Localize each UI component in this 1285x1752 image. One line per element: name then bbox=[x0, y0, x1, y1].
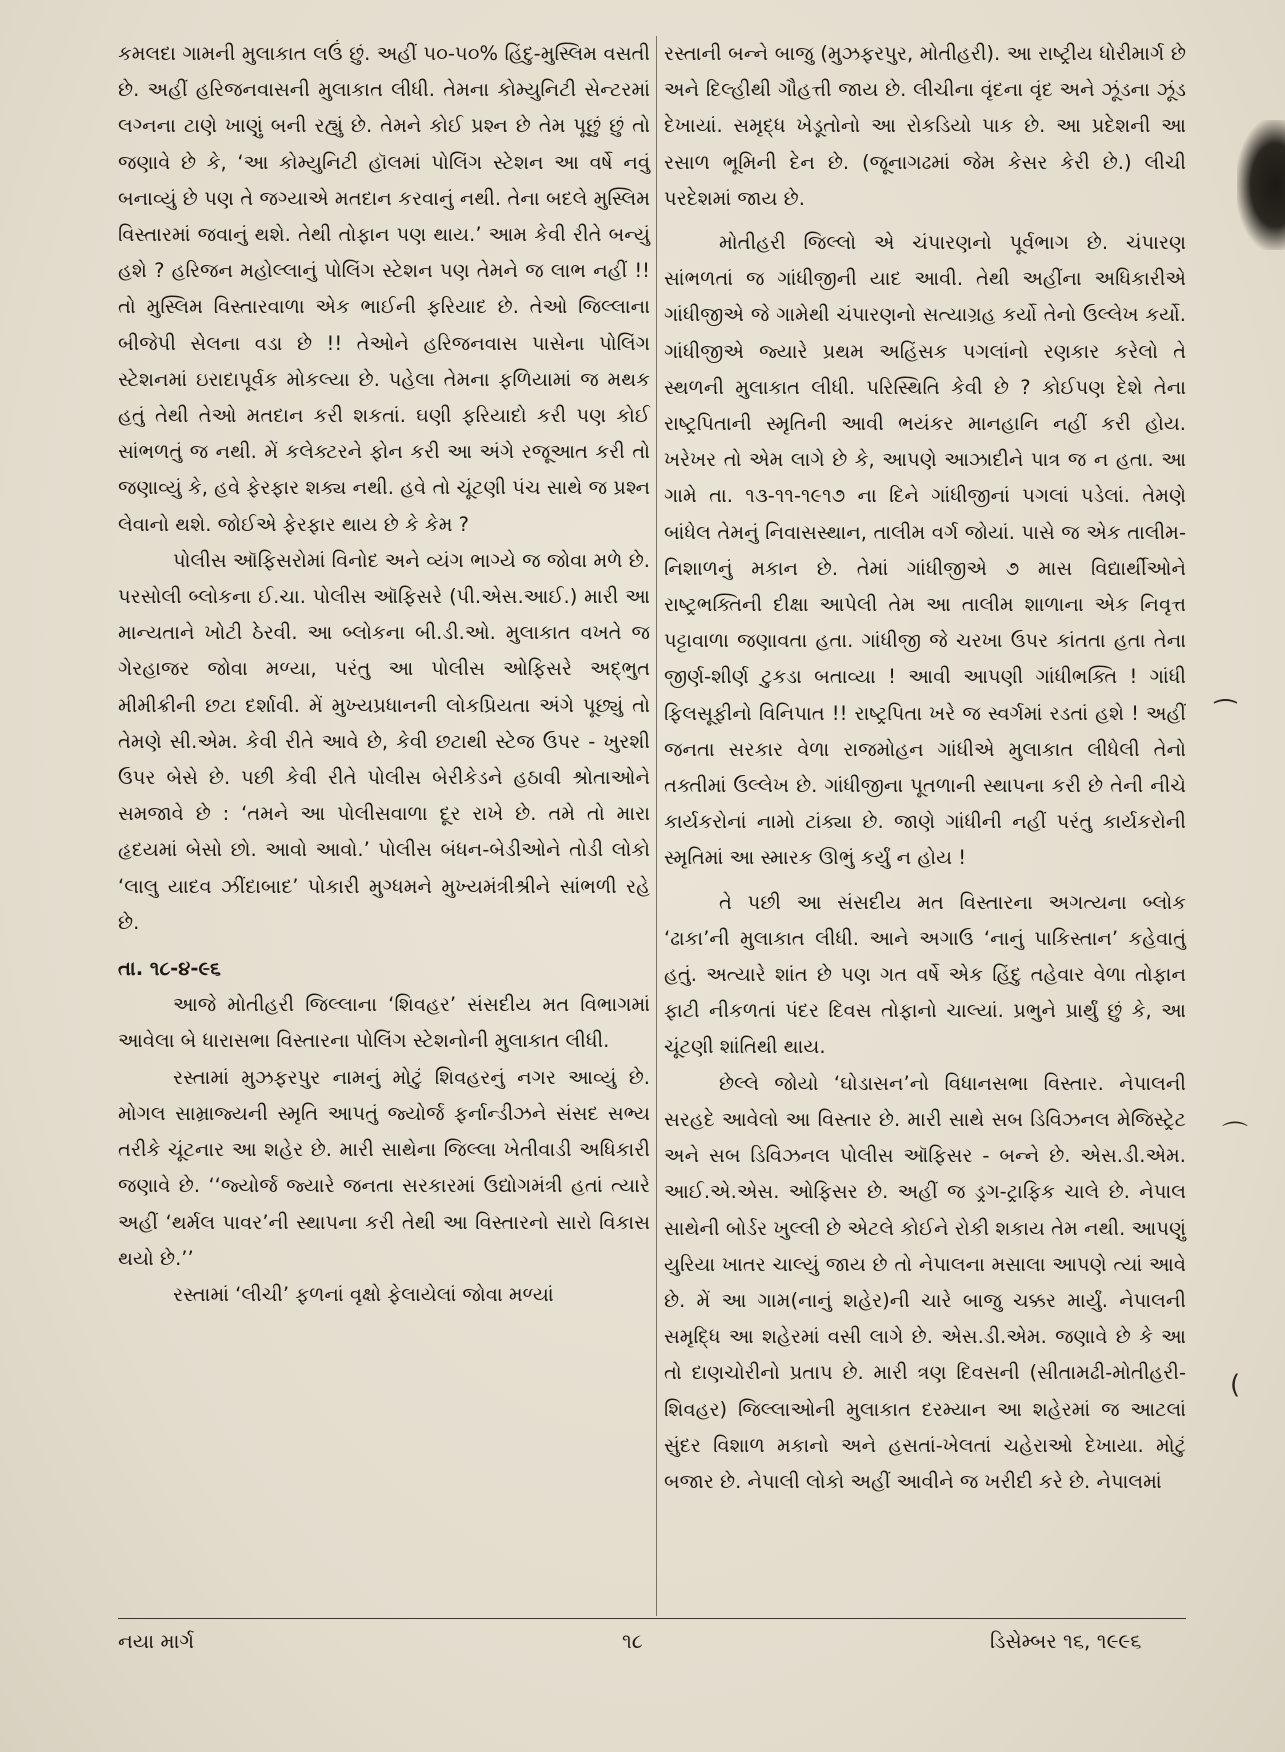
paragraph: રસ્તામાં ‘લીચી’ ફળનાં વૃક્ષો ફેલાયેલાં જોવા મળ્યાં bbox=[173, 1282, 554, 1306]
paragraph: રસ્તાની બન્ને બાજુ (મુઝફરપુર, મોતીહરી). આ રાષ્ટ્રીય ધોરીમાર્ગ છે અને દિલ્હીથી ગૌહત્તી જાય છે. લીચીના વૃંદના વૃંદ અને ઝૂંડના ઝૂંડ દેખાયાં. સમૃદ્ધ ખેડૂતોનો આ રોકડિયો પાક છે. આ પ્રદેશની આ રસાળ ભૂમિની દેન છે. (જૂનાગઢમાં જેમ કેસર કેરી છે.) લીચી પરદેશમાં જાય છે. bbox=[664, 42, 1186, 210]
issue-date: ડિસેમ્બર ૧૬, ૧૯૯૬ bbox=[990, 1629, 1142, 1653]
ink-speck: ⁀ bbox=[1215, 700, 1236, 730]
paragraph: કમલદા ગામની મુલાકાત લઉં છું. અહીં ૫૦-૫૦% હિંદુ-મુસ્લિમ વસતી છે. અહીં હરિજનવાસની મુલાકાત લીધી. તેમના કોમ્યુનિટી સેન્ટરમાં લગ્નના ટાણે ખાણું બની રહ્યું છે. તેમને કોઈ પ્રશ્ન છે તેમ પૂછું છું તો જણાવે છે કે, ‘આ કોમ્યુનિટી હૉલમાં પોલિંગ સ્ટેશન આ વર્ષે નવું બનાવ્યું છે પણ તે જગ્યાએ મતદાન કરવાનું નથી. તેના બદલે મુસ્લિમ વિસ્તારમાં જવાનું થશે. તેથી તોફાન પણ થાય.’ આમ કેવી રીતે બન્યું હશે ? હરિજન મહોલ્લાનું પોલિંગ સ્ટેશન પણ તેમને જ લાભ નહીં !! તો મુસ્લિમ વિસ્તારવાળા એક ભાઈની ફરિયાદ છે. તેઓ જિલ્લાના બીજેપી સેલના વડા છે !! તેઓને હરિજનવાસ પાસેના પોલિંગ સ્ટેશનમાં ઇરાદાપૂર્વક મોકલ્યા છે. પહેલા તેમના ફળિયામાં જ મથક હતું તેથી તેઓ મતદાન કરી શકતાં. ઘણી ફરિયાદો કરી પણ કોઈ સાંભળતું જ નથી. મેં કલેક્ટરને ફોન કરી આ અંગે રજૂઆત કરી તો જણાવ્યું કે, હવે ફેરફાર શક્ય નથી. હવે તો ચૂંટણી પંચ સાથે જ પ્રશ્ન લેવાનો થશે. જોઈએ ફેરફાર થાય છે કે કેમ ? bbox=[118, 42, 650, 536]
paragraph: મોતીહરી જિલ્લો એ ચંપારણનો પૂર્વભાગ છે. ચંપારણ સાંભળતાં જ ગાંધીજીની યાદ આવી. તેથી અહીંના અધિકારીએ ગાંધીજીએ જે ગામેથી ચંપારણનો સત્યાગ્રહ કર્યો તેનો ઉલ્લેખ કર્યો. ગાંધીજીએ જ્યારે પ્રથમ અહિંસક પગલાંનો રણકાર કરેલો તે સ્થળની મુલાકાત લીધી. પરિસ્થિતિ કેવી છે ? કોઈપણ દેશે તેના રાષ્ટ્રપિતાની સ્મૃતિની આવી ભયંકર માનહાનિ નહીં કરી હોય. ખરેખર તો એમ લાગે છે કે, આપણે આઝાદીને પાત્ર જ ન હતા. આ ગામે તા. ૧૩-૧૧-૧૯૧૭ ના દિને ગાંધીજીનાં પગલાં પડેલાં. તેમણે બાંધેલ તેમનું નિવાસસ્થાન, તાલીમ વર્ગ જોયાં. પાસે જ એક તાલીમ-નિશાળનું મકાન છે. તેમાં ગાંધીજીએ ૭ માસ વિદ્યાર્થીઓને રાષ્ટ્રભક્તિની દીક્ષા આપેલી તેમ આ તાલીમ શાળાના એક નિવૃત્ત પટ્ટાવાળા જણાવતા હતા. ગાંધીજી જે ચરખા ઉપર કાંતતા હતા તેના જીર્ણ-શીર્ણ ટુકડા બતાવ્યા ! આવી આપણી ગાંધીભક્તિ ! ગાંધી ફિલસૂફીનો વિનિપાત !! રાષ્ટ્રપિતા ખરે જ સ્વર્ગમાં રડતાં હશે ! અહીં જનતા સરકાર વેળા રાજમોહન ગાંધીએ મુલાકાત લીધેલી તેનો તક્તીમાં ઉલ્લેખ છે. ગાંધીજીના પૂતળાની સ્થાપના કરી છે તેની નીચે કાર્યકરોનાં નામો ટાંક્યા છે. જાણે ગાંધીની નહીં પરંતુ કાર્યકરોની સ્મૃતિમાં આ સ્મારક ઊભું કર્યું ન હોય ! bbox=[664, 231, 1186, 870]
ink-speck: ⌒ bbox=[1222, 1121, 1249, 1151]
column-divider bbox=[656, 36, 657, 1616]
paragraph: આજે મોતીહરી જિલ્લાના ‘શિવહર’ સંસદીય મત વિભાગમાં આવેલા બે ધારાસભા વિસ્તારના પોલિંગ સ્ટેશનોની મુલાકાત લીધી. bbox=[118, 993, 650, 1053]
date-heading: તા. ૧૮-૪-૯૬ bbox=[118, 957, 221, 981]
paragraph: રસ્તામાં મુઝફરપુર નામનું મોટું શિવહરનું નગર આવ્યું છે. મોગલ સામ્રાજ્યની સ્મૃતિ આપતું જ્યોર્જ ફર્નાન્ડીઝને સંસદ સભ્ય તરીકે ચૂંટનાર આ શહેર છે. મારી સાથેના જિલ્લા ખેતીવાડી અધિકારી જણાવે છે. ‘‘જ્યોર્જ જ્યારે જનતા સરકારમાં ઉદ્યોગમંત્રી હતાં ત્યારે અહીં ‘થર્મલ પાવર’ની સ્થાપના કરી તેથી આ વિસ્તારનો સારો વિકાસ થયો છે.’’ bbox=[118, 1065, 650, 1270]
footer-rule bbox=[118, 1618, 1186, 1619]
paragraph: પોલીસ ઑફિસરોમાં વિનોદ અને વ્યંગ ભાગ્યે જ જોવા મળે છે. પરસોલી બ્લોકના ઈ.ચા. પોલીસ ઑફિસરે (પી.એસ.આઈ.) મારી આ માન્યતાને ખોટી ઠેરવી. આ બ્લોકના બી.ડી.ઓ. મુલાકાત વખતે જ ગેરહાજર જોવા મળ્યા, પરંતુ આ પોલીસ ઓફિસરે અદ્‌ભુત મીમીક્રીની છટા દર્શાવી. મેં મુખ્યપ્રધાનની લોકપ્રિયતા અંગે પૂછ્યું તો તેમણે સી.એમ. કેવી રીતે આવે છે, કેવી છટાથી સ્ટેજ ઉપર - ખુરશી ઉપર બેસે છે. પછી કેવી રીતે પોલીસ બેરીકેડને હઠાવી શ્રોતાઓને સમજાવે છે : ‘તમને આ પોલીસવાળા દૂર રાખે છે. તમે તો મારા હૃદયમાં બેસો છો. આવો આવો.’ પોલીસ બંધન-બેડીઓને તોડી લોકો ‘લાલુ યાદવ ઝીંદાબાદ’ પોકારી મુગ્ધમને મુખ્યમંત્રીશ્રીને સાંભળી રહે છે. bbox=[118, 548, 650, 934]
paper-damage-mark bbox=[1237, 120, 1285, 250]
paragraph: તે પછી આ સંસદીય મત વિસ્તારના અગત્યના બ્લોક ‘ઢાકા’ની મુલાકાત લીધી. આને અગાઉ ‘નાનું પાકિસ્તાન’ કહેવાતું હતું. અત્યારે શાંત છે પણ ગત વર્ષે એક હિંદુ તહેવાર વેળા તોફાન ફાટી નીકળતાં પંદર દિવસ તોફાનો ચાલ્યાં. પ્રભુને પ્રાર્થું છું કે, આ ચૂંટણી શાંતિથી થાય. bbox=[664, 890, 1186, 1059]
paragraph: છેલ્લે જોયો ‘ઘોડાસન’નો વિધાનસભા વિસ્તાર. નેપાલની સરહદે આવેલો આ વિસ્તાર છે. મારી સાથે સબ ડિવિઝનલ મેજિસ્ટ્રેટ અને સબ ડિવિઝનલ પોલીસ ઑફિસર - બન્ને છે. એસ.ડી.એમ. આઈ.એ.એસ. ઓફિસર છે. અહીં જ ડ્રગ-ટ્રાફિક ચાલે છે. નેપાલ સાથેની બોર્ડર ખુલ્લી છે એટલે કોઈને રોકી શકાય તેમ નથી. આપણું યુરિયા ખાતર ચાલ્યું જાય છે તો નેપાલના મસાલા આપણે ત્યાં આવે છે. મેં આ ગામ(નાનું શહેર)ની ચારે બાજુ ચક્કર માર્યું. નેપાલની સમૃદ્ધિ આ શહેરમાં વસી લાગે છે. એસ.ડી.એમ. જણાવે છે કે આ તો દાણચોરીનો પ્રતાપ છે. મારી ત્રણ દિવસની (સીતામઢી-મોતીહરી-શિવહર) જિલ્લાઓની મુલાકાત દરમ્યાન આ શહેરમાં જ આટલાં સુંદર વિશાળ મકાનો અને હસતાં-ખેલતાં ચહેરાઓ દેખાયા. મોટું બજાર છે. નેપાલી લોકો અહીં આવીને જ ખરીદી કરે છે. નેપાલમાં bbox=[664, 1071, 1187, 1493]
ink-speck: ( bbox=[1230, 1370, 1241, 1400]
right-column bbox=[664, 36, 1186, 1500]
publication-name: નયા માર્ગ bbox=[118, 1629, 195, 1653]
left-column bbox=[118, 36, 650, 1313]
page-number: ૧૮ bbox=[622, 1629, 643, 1653]
